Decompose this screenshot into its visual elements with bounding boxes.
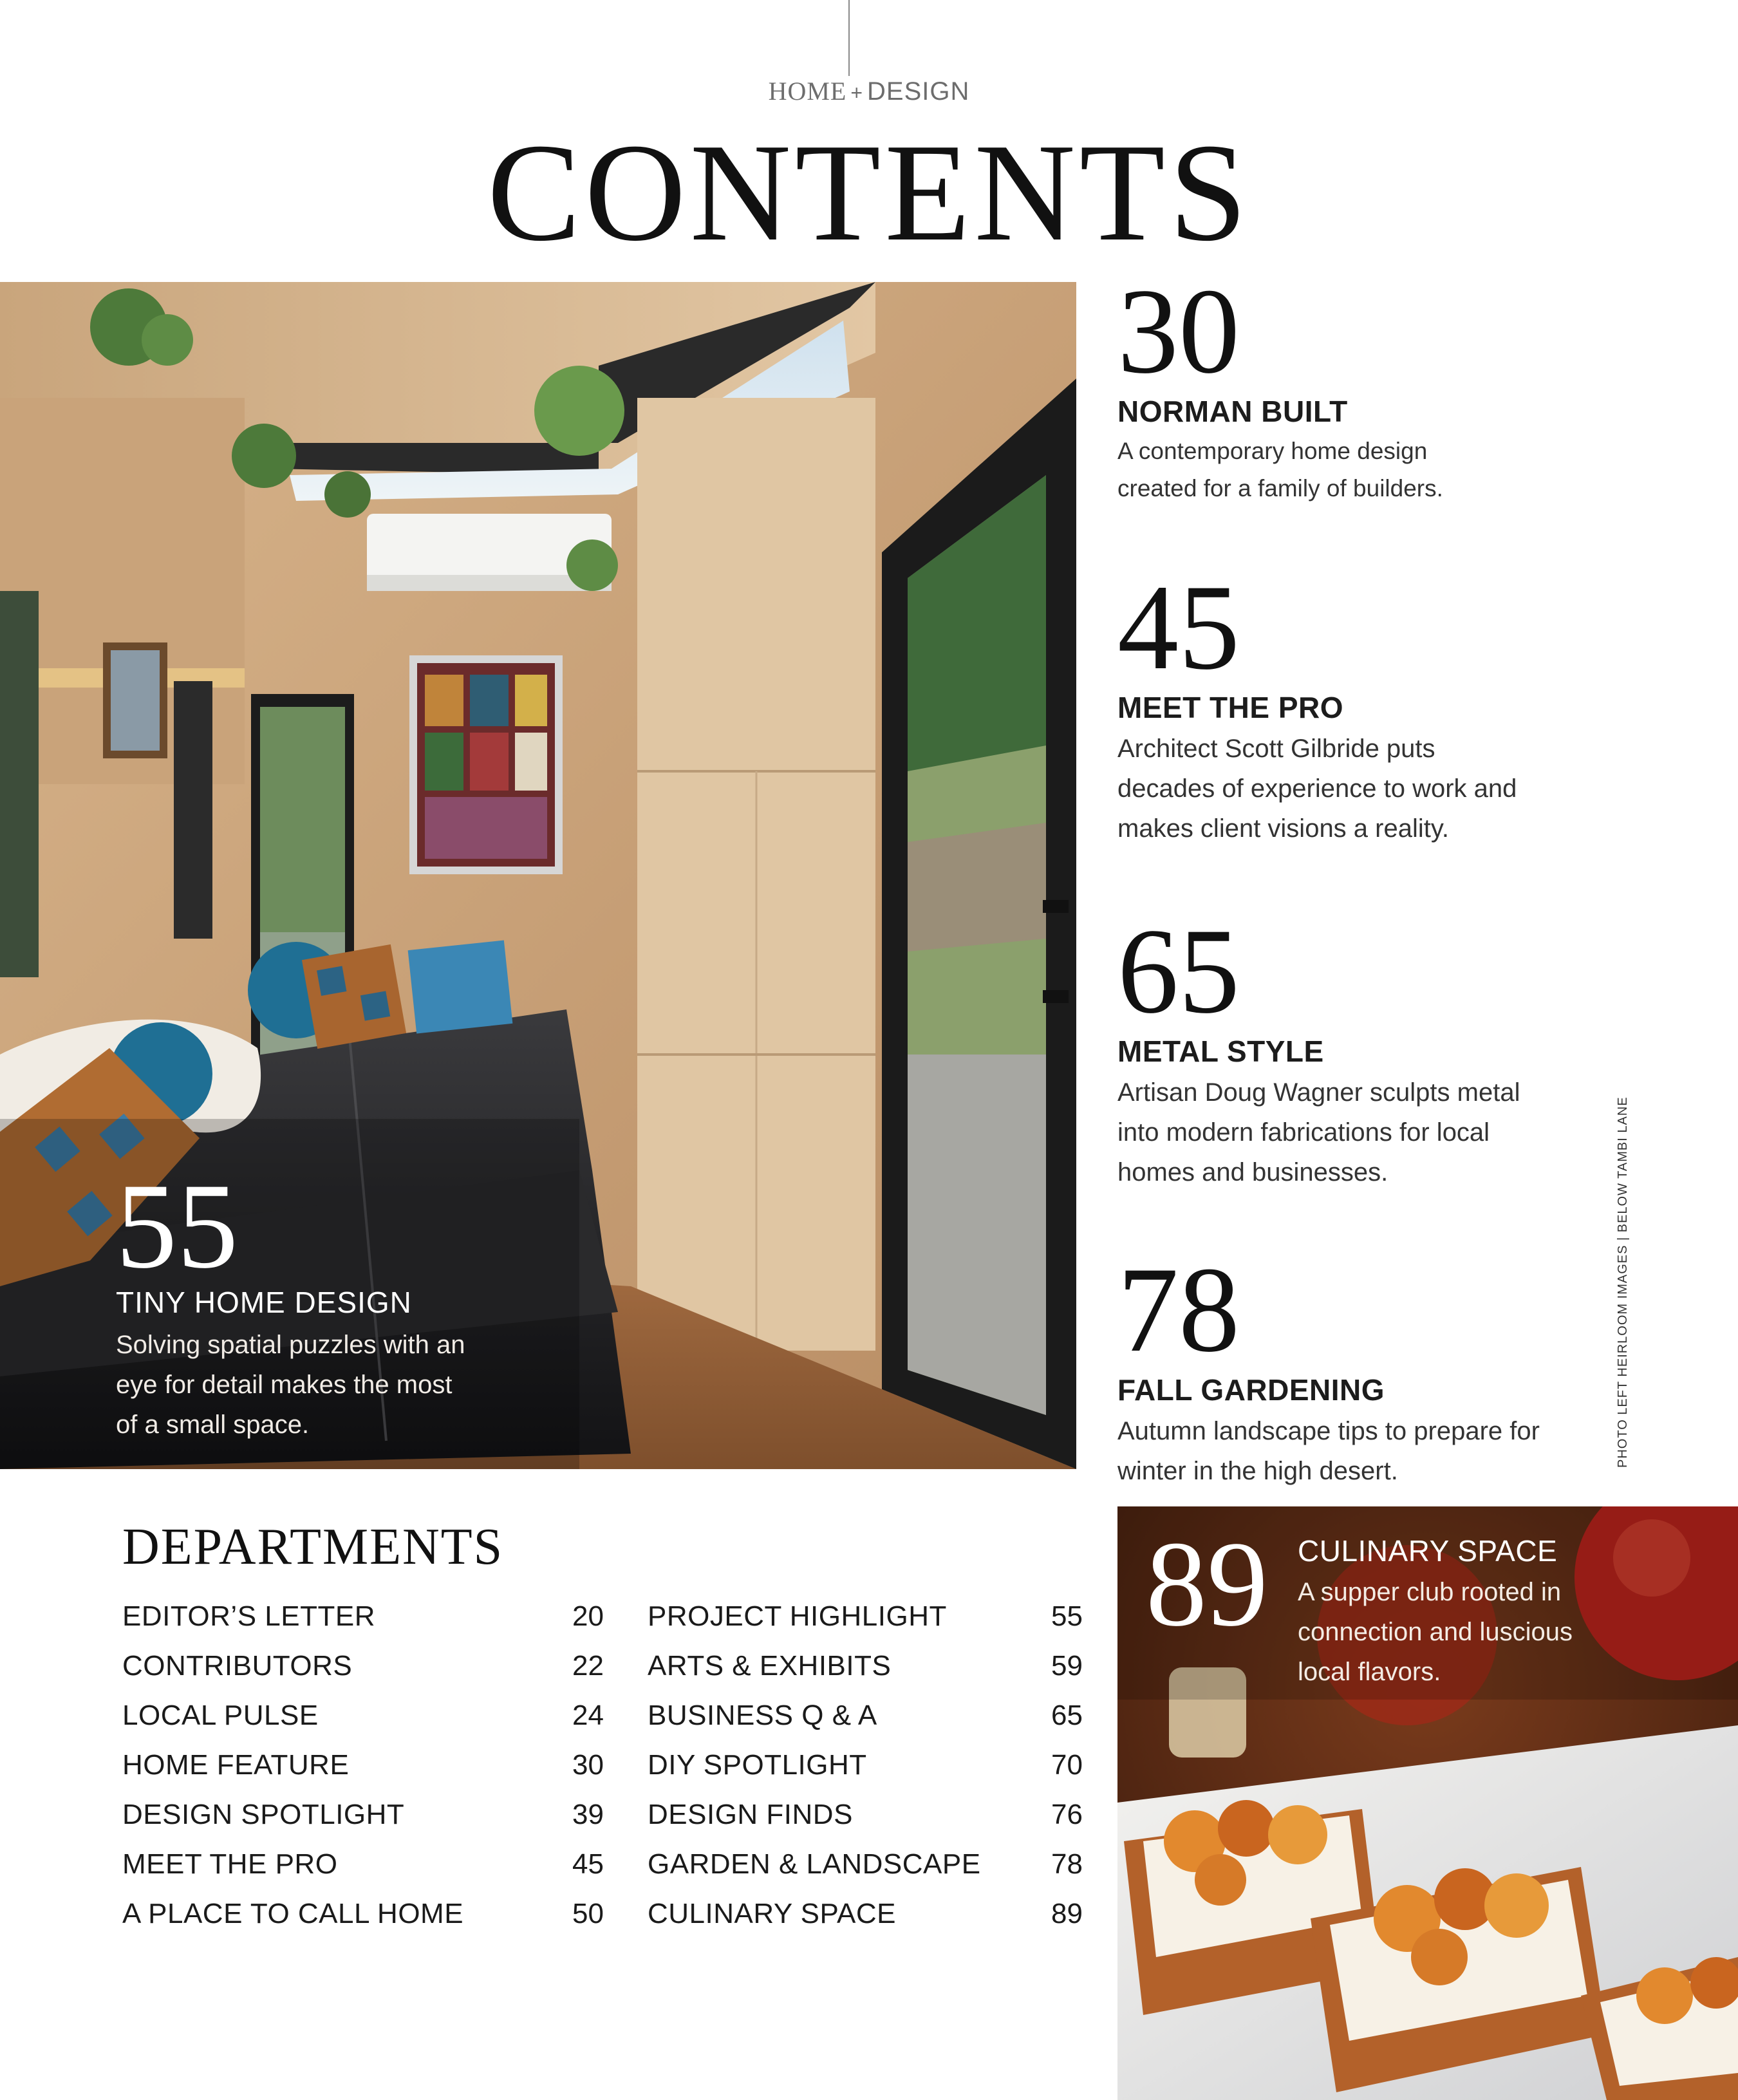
department-row[interactable] <box>122 1749 604 1799</box>
department-page: 76 <box>1051 1799 1083 1830</box>
department-label: BUSINESS Q & A <box>648 1700 877 1731</box>
feature-description: Artisan Doug Wagner sculpts metal into modern fabrications for local homes and businesses. <box>1117 1078 1520 1186</box>
feature-page-number: 78 <box>1117 1242 1240 1378</box>
department-page: 50 <box>572 1898 604 1929</box>
department-row[interactable] <box>122 1650 604 1700</box>
department-page: 39 <box>572 1799 604 1830</box>
feature-page-number: 45 <box>1117 560 1240 695</box>
hero-photo-tiny-home[interactable] <box>0 282 1076 1469</box>
feature-item[interactable] <box>1117 1242 1568 1491</box>
department-label: DIY SPOTLIGHT <box>648 1749 867 1781</box>
department-row[interactable] <box>122 1898 604 1947</box>
hero-page-number: 55 <box>116 1159 238 1294</box>
feature-title: FALL GARDENING <box>1117 1373 1385 1407</box>
feature-item[interactable] <box>1117 264 1568 507</box>
department-row[interactable] <box>648 1848 1083 1898</box>
hero-description: Solving spatial puzzles with an eye for detail makes the most of a small space. <box>116 1331 465 1439</box>
department-label: HOME FEATURE <box>122 1749 350 1781</box>
feature-page-number: 30 <box>1117 264 1240 399</box>
culinary-title: CULINARY SPACE <box>1298 1534 1558 1568</box>
department-label: EDITOR’S LETTER <box>122 1600 375 1632</box>
department-label: A PLACE TO CALL HOME <box>122 1898 464 1929</box>
department-page: 78 <box>1051 1848 1083 1880</box>
section-label <box>0 76 1738 106</box>
feature-page-number: 65 <box>1117 904 1240 1039</box>
department-page: 89 <box>1051 1898 1083 1929</box>
feature-description: A contemporary home design created for a family of builders. <box>1117 438 1443 502</box>
department-row[interactable] <box>122 1848 604 1898</box>
feature-title: MEET THE PRO <box>1117 691 1344 724</box>
department-label: LOCAL PULSE <box>122 1700 319 1731</box>
department-row[interactable] <box>648 1600 1083 1650</box>
feature-title: METAL STYLE <box>1117 1035 1324 1068</box>
culinary-photo[interactable] <box>1117 1506 1738 2100</box>
top-divider-line <box>848 0 850 76</box>
department-label: GARDEN & LANDSCAPE <box>648 1848 981 1880</box>
department-row[interactable] <box>648 1799 1083 1848</box>
department-label: MEET THE PRO <box>122 1848 338 1880</box>
culinary-description: A supper club rooted in connection and luscious local flavors. <box>1298 1578 1573 1686</box>
department-page: 70 <box>1051 1749 1083 1781</box>
department-row[interactable] <box>122 1600 604 1650</box>
department-page: 59 <box>1051 1650 1083 1682</box>
department-row[interactable] <box>648 1650 1083 1700</box>
department-page: 65 <box>1051 1700 1083 1731</box>
department-label: CONTRIBUTORS <box>122 1650 353 1682</box>
department-row[interactable] <box>648 1898 1083 1947</box>
feature-item[interactable] <box>1117 560 1568 848</box>
department-label: ARTS & EXHIBITS <box>648 1650 892 1682</box>
department-page: 45 <box>572 1848 604 1880</box>
department-page: 22 <box>572 1650 604 1682</box>
department-label: DESIGN SPOTLIGHT <box>122 1799 405 1830</box>
feature-item[interactable] <box>1117 904 1568 1192</box>
department-page: 24 <box>572 1700 604 1731</box>
department-row[interactable] <box>122 1700 604 1749</box>
department-page: 30 <box>572 1749 604 1781</box>
photo-credit: PHOTO LEFT HEIRLOOM IMAGES | BELOW TAMBI LANE <box>1616 1096 1630 1468</box>
departments-left-column <box>122 1600 604 1947</box>
section-label-home: HOME <box>768 77 847 106</box>
feature-description: Architect Scott Gilbride puts decades of experience to work and makes client visions a reality. <box>1117 735 1517 843</box>
departments-heading: DEPARTMENTS <box>122 1519 504 1575</box>
feature-title: NORMAN BUILT <box>1117 395 1348 428</box>
department-label: DESIGN FINDS <box>648 1799 853 1830</box>
feature-description: Autumn landscape tips to prepare for winter in the high desert. <box>1117 1417 1540 1485</box>
hero-title: TINY HOME DESIGN <box>116 1286 412 1319</box>
department-row[interactable] <box>648 1700 1083 1749</box>
page-title: CONTENTS <box>487 115 1251 270</box>
section-label-design: DESIGN <box>867 77 970 106</box>
departments-right-column <box>648 1600 1083 1947</box>
department-row[interactable] <box>648 1749 1083 1799</box>
department-page: 55 <box>1051 1600 1083 1632</box>
department-row[interactable] <box>122 1799 604 1848</box>
department-label: CULINARY SPACE <box>648 1898 897 1929</box>
section-label-plus: + <box>850 81 864 104</box>
department-label: PROJECT HIGHLIGHT <box>648 1600 947 1632</box>
culinary-page-number: 89 <box>1146 1517 1268 1652</box>
department-page: 20 <box>572 1600 604 1632</box>
